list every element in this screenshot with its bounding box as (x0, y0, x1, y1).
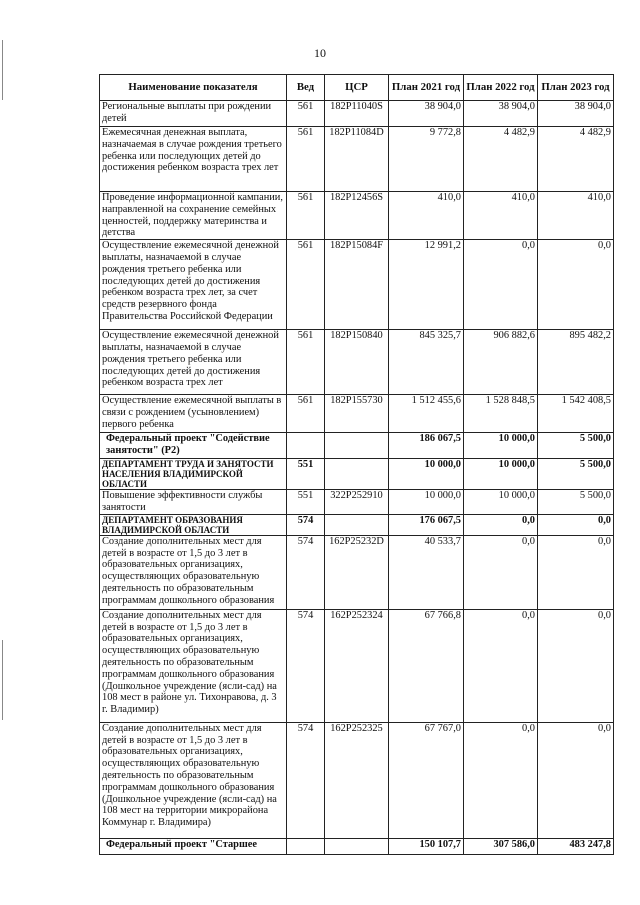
plan-2023-cell: 38 904,0 (538, 101, 614, 127)
ved-cell: 574 (287, 722, 325, 838)
ved-cell: 561 (287, 395, 325, 433)
csr-cell: 162P252324 (325, 609, 389, 722)
table-row (100, 330, 614, 395)
scan-edge-mark-bottom (2, 640, 3, 720)
plan-2021-cell: 186 067,5 (389, 433, 464, 459)
indicator-name-cell: Региональные выплаты при рождении детей (100, 101, 287, 127)
ved-cell: 574 (287, 609, 325, 722)
plan-2021-cell: 10 000,0 (389, 459, 464, 490)
csr-cell (325, 433, 389, 459)
csr-cell: 182P15084F (325, 240, 389, 330)
indicator-name-cell: Создание дополнительных мест для детей в возрасте от 1,5 до 3 лет в образовательных организациях, осуществляющих образовательную деятельность по образовательным программам дошкольного образования (100, 535, 287, 609)
plan-2023-cell: 0,0 (538, 722, 614, 838)
ved-cell: 561 (287, 192, 325, 240)
plan-2023-cell: 895 482,2 (538, 330, 614, 395)
header-plan-2023: План 2023 год (538, 75, 614, 101)
department-row (100, 459, 614, 490)
plan-2023-cell: 0,0 (538, 240, 614, 330)
indicator-name-cell: Осуществление ежемесячной денежной выплаты, назначаемой в случае рождения третьего ребенка или последующих детей до достижения ребенком возраста трех лет (100, 330, 287, 395)
indicator-name-cell: ДЕПАРТАМЕНТ ТРУДА И ЗАНЯТОСТИ НАСЕЛЕНИЯ ВЛАДИМИРСКОЙ ОБЛАСТИ (100, 459, 287, 490)
csr-cell: 162P252325 (325, 722, 389, 838)
plan-2021-cell: 12 991,2 (389, 240, 464, 330)
table-row (100, 192, 614, 240)
indicator-name-cell: Повышение эффективности службы занятости (100, 490, 287, 515)
indicator-name-cell: Федеральный проект "Содействие занятости" (Р2) (100, 433, 287, 459)
plan-2021-cell: 67 766,8 (389, 609, 464, 722)
plan-2022-cell: 0,0 (464, 240, 538, 330)
csr-cell: 162P25232D (325, 535, 389, 609)
table-row (100, 395, 614, 433)
plan-2023-cell: 5 500,0 (538, 459, 614, 490)
indicator-name-cell: Создание дополнительных мест для детей в возрасте от 1,5 до 3 лет в образовательных организациях, осуществляющих образовательную деятельность по образовательным программам дошкольного образования (Дошкольное учреждение (ясли-сад) на 108 мест на территории микрорайона Коммунар г. Владимира) (100, 722, 287, 838)
indicator-name-cell: Федеральный проект "Старшее (100, 838, 287, 854)
table-row (100, 535, 614, 609)
plan-2021-cell: 67 767,0 (389, 722, 464, 838)
ved-cell: 561 (287, 101, 325, 127)
plan-2021-cell: 10 000,0 (389, 490, 464, 515)
header-plan-2022: План 2022 год (464, 75, 538, 101)
plan-2021-cell: 410,0 (389, 192, 464, 240)
header-ved: Вед (287, 75, 325, 101)
plan-2023-cell: 483 247,8 (538, 838, 614, 854)
plan-2022-cell: 1 528 848,5 (464, 395, 538, 433)
ved-cell (287, 433, 325, 459)
csr-cell: 182P155730 (325, 395, 389, 433)
csr-cell (325, 838, 389, 854)
project-row (100, 838, 614, 854)
plan-2022-cell: 10 000,0 (464, 433, 538, 459)
csr-cell: 182P150840 (325, 330, 389, 395)
table-row (100, 240, 614, 330)
plan-2022-cell: 0,0 (464, 609, 538, 722)
plan-2022-cell: 0,0 (464, 722, 538, 838)
plan-2023-cell: 4 482,9 (538, 127, 614, 192)
csr-cell: 182P11084D (325, 127, 389, 192)
header-csr: ЦСР (325, 75, 389, 101)
plan-2023-cell: 0,0 (538, 535, 614, 609)
table-row (100, 722, 614, 838)
plan-2023-cell: 0,0 (538, 514, 614, 535)
table-row (100, 127, 614, 192)
plan-2021-cell: 38 904,0 (389, 101, 464, 127)
budget-table (99, 74, 614, 855)
plan-2022-cell: 410,0 (464, 192, 538, 240)
ved-cell: 574 (287, 535, 325, 609)
ved-cell: 561 (287, 240, 325, 330)
indicator-name-cell: Проведение информационной кампании, направленной на сохранение семейных ценностей, поддержку материнства и детства (100, 192, 287, 240)
plan-2021-cell: 40 533,7 (389, 535, 464, 609)
indicator-name-cell: Осуществление ежемесячной денежной выплаты, назначаемой в случае рождения третьего ребенка или последующих детей до достижения ребенком возраста трех лет, за счет средств резервного фонда Правительства Российской Федерации (100, 240, 287, 330)
csr-cell (325, 459, 389, 490)
plan-2021-cell: 176 067,5 (389, 514, 464, 535)
page-number: 10 (314, 46, 326, 60)
plan-2022-cell: 0,0 (464, 514, 538, 535)
indicator-name-cell: Осуществление ежемесячной выплаты в связи с рождением (усыновлением) первого ребенка (100, 395, 287, 433)
indicator-name-cell: Создание дополнительных мест для детей в возрасте от 1,5 до 3 лет в образовательных организациях, осуществляющих образовательную деятельность по образовательным программам дошкольного образования (Дошкольное учреждение (ясли-сад) на 108 мест в районе ул. Тихонравова, д. 3 г. Владимир) (100, 609, 287, 722)
plan-2023-cell: 0,0 (538, 609, 614, 722)
department-row (100, 514, 614, 535)
plan-2022-cell: 0,0 (464, 535, 538, 609)
plan-2023-cell: 1 542 408,5 (538, 395, 614, 433)
project-row (100, 433, 614, 459)
table-header (100, 75, 614, 101)
plan-2021-cell: 150 107,7 (389, 838, 464, 854)
plan-2021-cell: 1 512 455,6 (389, 395, 464, 433)
ved-cell: 561 (287, 330, 325, 395)
table-row (100, 609, 614, 722)
plan-2022-cell: 38 904,0 (464, 101, 538, 127)
plan-2022-cell: 10 000,0 (464, 490, 538, 515)
plan-2021-cell: 845 325,7 (389, 330, 464, 395)
indicator-name-cell: Ежемесячная денежная выплата, назначаемая в случае рождения третьего ребенка или последующих детей до достижения ребенком возраста трех лет (100, 127, 287, 192)
indicator-name-cell: ДЕПАРТАМЕНТ ОБРАЗОВАНИЯ ВЛАДИМИРСКОЙ ОБЛАСТИ (100, 514, 287, 535)
csr-cell: 182P12456S (325, 192, 389, 240)
plan-2022-cell: 10 000,0 (464, 459, 538, 490)
ved-cell: 561 (287, 127, 325, 192)
plan-2022-cell: 307 586,0 (464, 838, 538, 854)
plan-2021-cell: 9 772,8 (389, 127, 464, 192)
ved-cell: 551 (287, 490, 325, 515)
csr-cell (325, 514, 389, 535)
plan-2022-cell: 4 482,9 (464, 127, 538, 192)
table-row (100, 490, 614, 515)
ved-cell (287, 838, 325, 854)
ved-cell: 574 (287, 514, 325, 535)
plan-2023-cell: 5 500,0 (538, 433, 614, 459)
header-indicator-name: Наименование показателя (100, 75, 287, 101)
table-body (100, 101, 614, 855)
plan-2023-cell: 410,0 (538, 192, 614, 240)
csr-cell: 182P11040S (325, 101, 389, 127)
plan-2022-cell: 906 882,6 (464, 330, 538, 395)
table-row (100, 101, 614, 127)
header-plan-2021: План 2021 год (389, 75, 464, 101)
csr-cell: 322P252910 (325, 490, 389, 515)
ved-cell: 551 (287, 459, 325, 490)
plan-2023-cell: 5 500,0 (538, 490, 614, 515)
